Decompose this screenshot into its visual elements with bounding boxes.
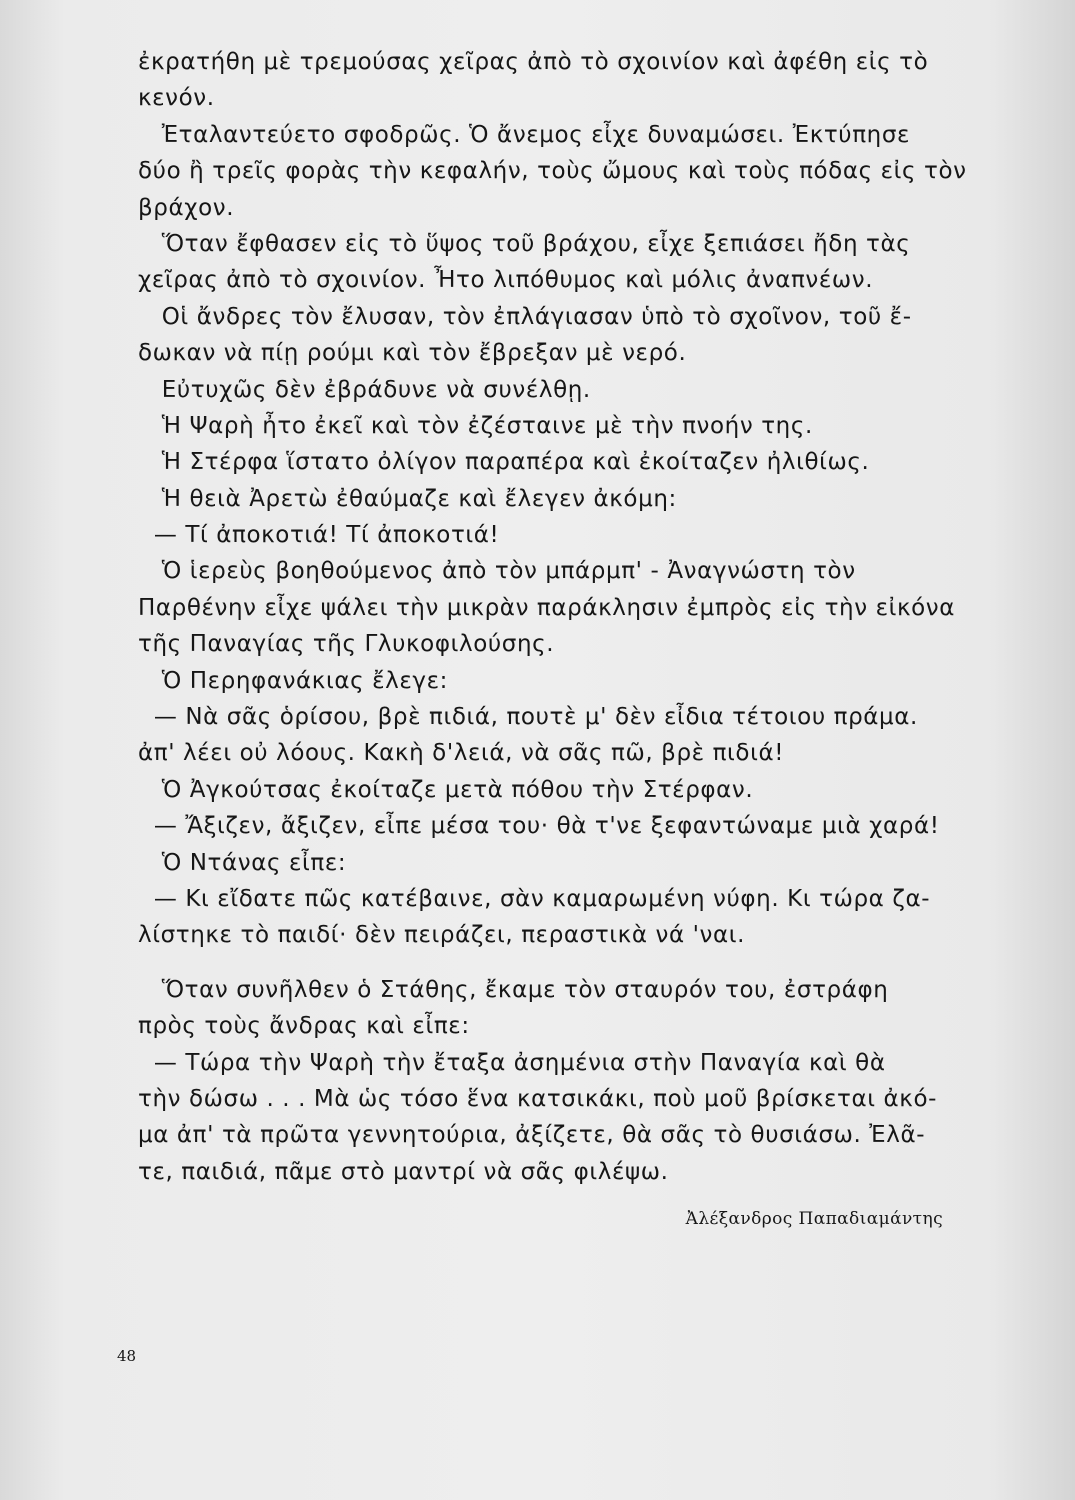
text-line: δύο ἢ τρεῖς φορὰς τὴν κεφαλήν, τοὺς ὤμους καὶ τοὺς πόδας εἰς τὸν: [138, 158, 967, 185]
text-line: Παρθένην εἶχε ψάλει τὴν μικρὰν παράκλησιν ἐμπρὸς εἰς τὴν εἰκόνα: [138, 594, 956, 621]
text-line: Ὁ Ντάνας εἶπε:: [138, 849, 347, 876]
text-line: Ἡ Ψαρὴ ἦτο ἐκεῖ καὶ τὸν ἐζέσταινε μὲ τὴν πνοήν της.: [138, 412, 813, 439]
page-number: 48: [117, 1347, 137, 1365]
text-line: λίστηκε τὸ παιδί· δὲν πειράζει, περαστικὰ νά 'ναι.: [138, 922, 746, 949]
text-line: τε, παιδιά, πᾶμε στὸ μαντρί νὰ σᾶς φιλέψω.: [138, 1158, 669, 1185]
text-line: τῆς Παναγίας τῆς Γλυκοφιλούσης.: [138, 631, 555, 658]
text-line: δωκαν νὰ πίῃ ρούμι καὶ τὸν ἔβρεξαν μὲ νερό.: [138, 340, 687, 367]
text-line: κενόν.: [138, 85, 215, 112]
text-line: Ὁ ἱερεὺς βοηθούμενος ἀπὸ τὸν μπάρμπ' - Ἀναγνώστη τὸν: [138, 558, 856, 585]
text-line: Ἐταλαντεύετο σφοδρῶς. Ὁ ἄνεμος εἶχε δυναμώσει. Ἐκτύπησε: [138, 121, 911, 148]
text-line: Εὐτυχῶς δὲν ἐβράδυνε νὰ συνέλθῃ.: [138, 376, 591, 403]
text-line: — Ἄξιζεν, ἄξιζεν, εἶπε μέσα του· θὰ τ'νε ξεφαντώναμε μιὰ χαρά!: [138, 813, 940, 840]
text-line: τὴν δώσω . . . Μὰ ὡς τόσο ἕνα κατσικάκι, ποὺ μοῦ βρίσκεται ἀκό-: [138, 1085, 938, 1112]
text-line: πρὸς τοὺς ἄνδρας καὶ εἶπε:: [138, 1013, 470, 1040]
text-line: βράχον.: [138, 194, 235, 221]
text-line: ἀπ' λέει οὐ λόους. Κακὴ δ'λειά, νὰ σᾶς πῶ, βρὲ πιδιά!: [138, 740, 785, 767]
text-line: Ἡ Στέρφα ἵστατο ὀλίγον παραπέρα καὶ ἐκοίταζεν ἠλιθίως.: [138, 449, 870, 476]
text-line: χεῖρας ἀπὸ τὸ σχοινίον. Ἦτο λιπόθυμος καὶ μόλις ἀναπνέων.: [138, 267, 874, 294]
text-line: — Κι εἴδατε πῶς κατέβαινε, σὰν καμαρωμένη νύφη. Κι τώρα ζα-: [138, 885, 931, 912]
text-line: — Νὰ σᾶς ὁρίσου, βρὲ πιδιά, πουτὲ μ' δὲν εἶδια τέτοιου πράμα.: [138, 704, 918, 731]
text-line: ἐκρατήθη μὲ τρεμούσας χεῖρας ἀπὸ τὸ σχοινίον καὶ ἀφέθη εἰς τὸ: [138, 49, 929, 75]
text-line: Οἱ ἄνδρες τὸν ἔλυσαν, τὸν ἐπλάγιασαν ὑπὸ τὸ σχοῖνον, τοῦ ἔ-: [138, 303, 912, 330]
text-line: Ὁ Ἀγκούτσας ἐκοίταζε μετὰ πόθου τὴν Στέρφαν.: [138, 776, 754, 803]
text-line: Ἡ θειὰ Ἀρετὼ ἐθαύμαζε καὶ ἔλεγεν ἀκόμη:: [138, 485, 677, 512]
paragraph-gap: [138, 954, 978, 972]
text-line: — Τώρα τὴν Ψαρὴ τὴν ἔταξα ἀσημένια στὴν Παναγία καὶ θὰ: [138, 1049, 886, 1076]
page-text: [138, 44, 978, 1190]
text-line: Ὅταν ἔφθασεν εἰς τὸ ὕψος τοῦ βράχου, εἶχε ξεπιάσει ἤδη τὰς: [138, 230, 911, 257]
text-line: Ὅταν συνῆλθεν ὁ Στάθης, ἔκαμε τὸν σταυρόν του, ἐστράφη: [138, 976, 889, 1003]
text-line: μα ἀπ' τὰ πρῶτα γεννητούρια, ἀξίζετε, θὰ σᾶς τὸ θυσιάσω. Ἐλᾶ-: [138, 1122, 926, 1149]
text-line: — Τί ἀποκοτιά! Τί ἀποκοτιά!: [138, 522, 500, 549]
author-signature: Ἀλέξανδρος Παπαδιαμάντης: [685, 1209, 943, 1229]
text-line: Ὁ Περηφανάκιας ἔλεγε:: [138, 667, 448, 694]
